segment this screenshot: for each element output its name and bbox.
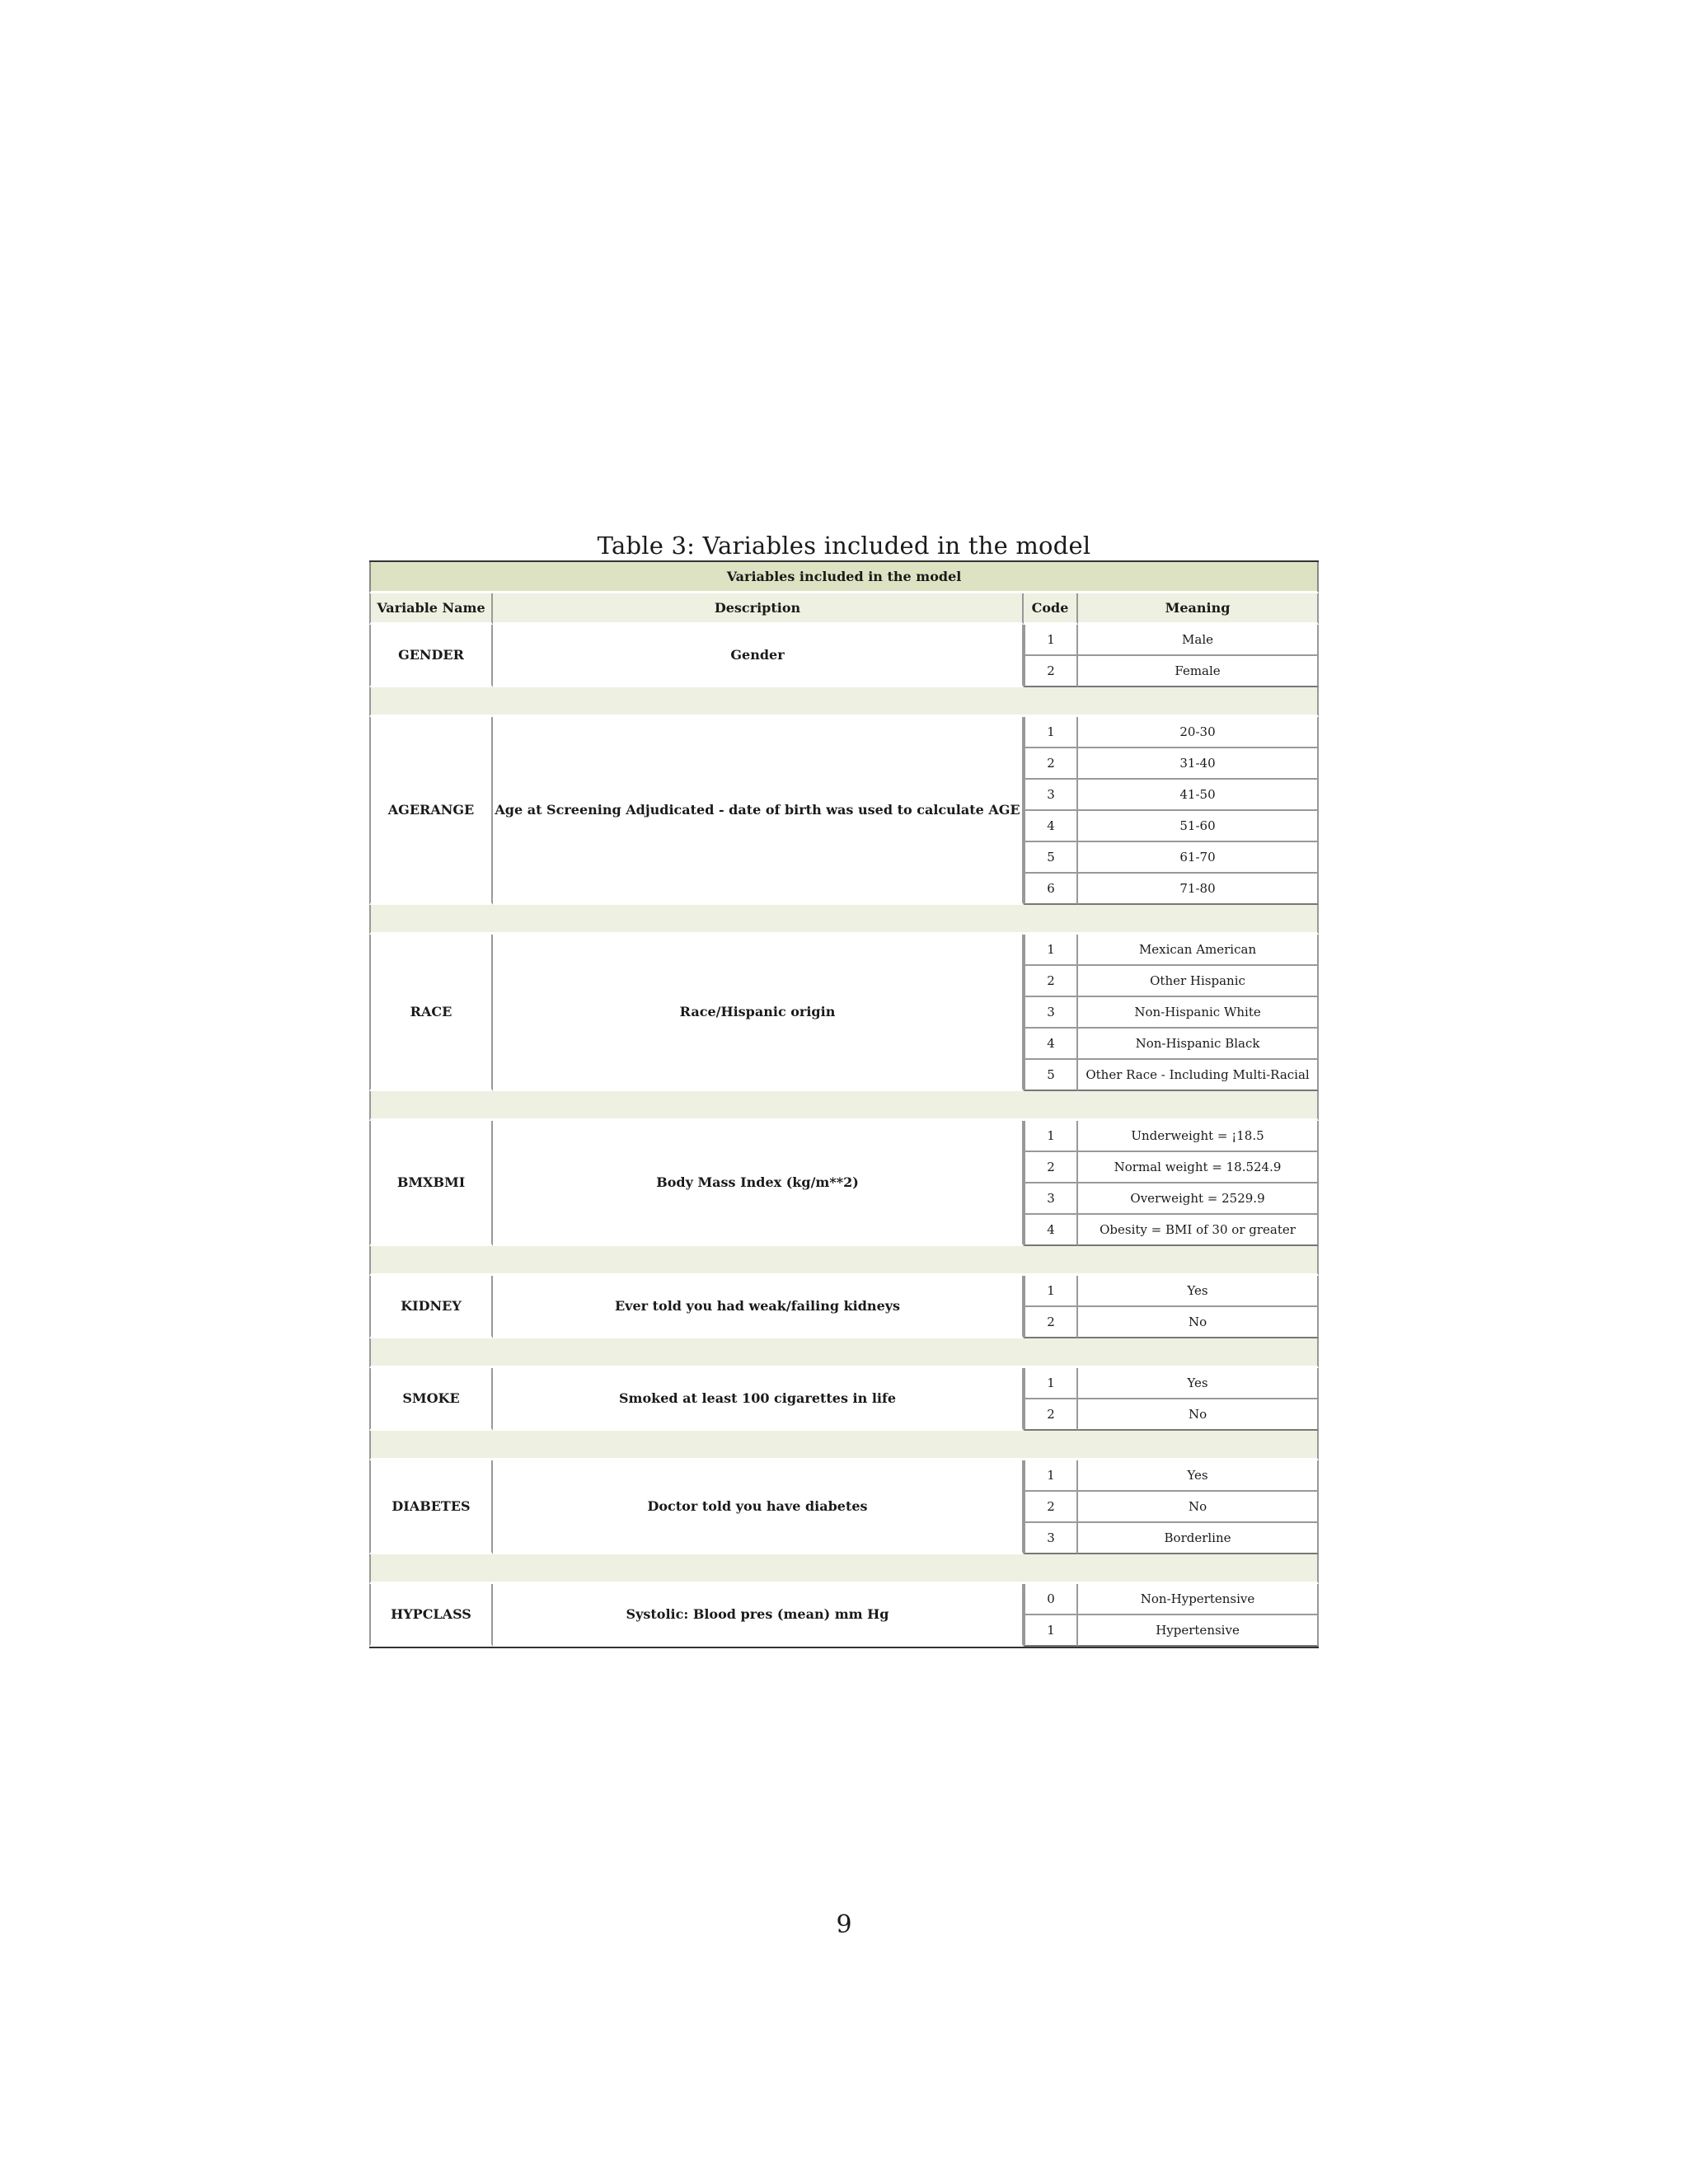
meaning-cell: Other Hispanic [1078,966,1319,997]
description-cell: Age at Screening Adjudicated - date of birth was used to calculate AGE [493,717,1024,905]
meaning-cell: Non-Hypertensive [1078,1584,1319,1615]
variable-name-cell: AGERANGE [369,717,493,905]
table-row [369,1121,1319,1152]
group-separator-row [369,1246,1319,1276]
meaning-cell: Overweight = 2529.9 [1078,1183,1319,1215]
meaning-cell: 51-60 [1078,811,1319,842]
header-meaning: Meaning [1078,593,1319,625]
code-cell: 1 [1024,717,1078,748]
description-cell: Systolic: Blood pres (mean) mm Hg [493,1584,1024,1647]
variable-name-cell: SMOKE [369,1368,493,1431]
variable-name-cell: RACE [369,935,493,1091]
code-cell: 3 [1024,1523,1078,1554]
meaning-cell: Yes [1078,1368,1319,1399]
table-row [369,935,1319,966]
description-cell: Doctor told you have diabetes [493,1460,1024,1554]
table-row [369,625,1319,656]
code-cell: 3 [1024,1183,1078,1215]
table-row [369,1276,1319,1307]
code-cell: 4 [1024,1215,1078,1246]
meaning-cell: Normal weight = 18.524.9 [1078,1152,1319,1183]
variables-table [369,562,1319,1647]
group-separator-row [369,1091,1319,1121]
code-cell: 2 [1024,1492,1078,1523]
meaning-cell: 61-70 [1078,842,1319,874]
group-separator [369,1431,1319,1460]
meaning-cell: Borderline [1078,1523,1319,1554]
code-cell: 2 [1024,748,1078,780]
variable-name-cell: BMXBMI [369,1121,493,1246]
description-cell: Race/Hispanic origin [493,935,1024,1091]
code-cell: 2 [1024,1152,1078,1183]
group-separator [369,687,1319,717]
meaning-cell: Underweight = ¡18.5 [1078,1121,1319,1152]
code-cell: 6 [1024,874,1078,905]
meaning-cell: Male [1078,625,1319,656]
group-separator [369,1338,1319,1368]
variable-name-cell: KIDNEY [369,1276,493,1338]
header-code: Code [1024,593,1078,625]
description-cell: Body Mass Index (kg/m**2) [493,1121,1024,1246]
header-variable-name: Variable Name [369,593,493,625]
bottom-rule [369,1647,1319,1648]
code-cell: 1 [1024,1368,1078,1399]
code-cell: 5 [1024,842,1078,874]
variable-name-cell: DIABETES [369,1460,493,1554]
meaning-cell: Obesity = BMI of 30 or greater [1078,1215,1319,1246]
meaning-cell: 31-40 [1078,748,1319,780]
meaning-cell: No [1078,1399,1319,1431]
table-title-row [369,562,1319,593]
code-cell: 2 [1024,966,1078,997]
variables-table-container [369,560,1319,1648]
meaning-cell: Non-Hispanic Black [1078,1029,1319,1060]
table-header-row [369,593,1319,625]
group-separator [369,905,1319,935]
code-cell: 4 [1024,1029,1078,1060]
code-cell: 1 [1024,935,1078,966]
meaning-cell: 20-30 [1078,717,1319,748]
description-cell: Gender [493,625,1024,687]
table-row [369,1584,1319,1615]
code-cell: 5 [1024,1060,1078,1091]
code-cell: 1 [1024,625,1078,656]
group-separator-row [369,1554,1319,1584]
code-cell: 1 [1024,1276,1078,1307]
code-cell: 2 [1024,1399,1078,1431]
table-caption: Table 3: Variables included in the model [597,532,1091,560]
variable-name-cell: HYPCLASS [369,1584,493,1647]
code-cell: 3 [1024,780,1078,811]
code-cell: 1 [1024,1121,1078,1152]
table-title: Variables included in the model [369,562,1319,593]
meaning-cell: Mexican American [1078,935,1319,966]
code-cell: 1 [1024,1615,1078,1647]
header-description: Description [493,593,1024,625]
page-number: 9 [836,1910,852,1939]
group-separator-row [369,1338,1319,1368]
code-cell: 1 [1024,1460,1078,1492]
meaning-cell: No [1078,1492,1319,1523]
meaning-cell: Yes [1078,1276,1319,1307]
description-cell: Smoked at least 100 cigarettes in life [493,1368,1024,1431]
group-separator-row [369,1431,1319,1460]
code-cell: 2 [1024,1307,1078,1338]
meaning-cell: 41-50 [1078,780,1319,811]
code-cell: 3 [1024,997,1078,1029]
group-separator [369,1554,1319,1584]
table-row [369,717,1319,748]
meaning-cell: Hypertensive [1078,1615,1319,1647]
code-cell: 4 [1024,811,1078,842]
table-row [369,1368,1319,1399]
code-cell: 0 [1024,1584,1078,1615]
meaning-cell: No [1078,1307,1319,1338]
meaning-cell: 71-80 [1078,874,1319,905]
group-separator [369,1091,1319,1121]
group-separator-row [369,905,1319,935]
group-separator-row [369,687,1319,717]
meaning-cell: Yes [1078,1460,1319,1492]
meaning-cell: Female [1078,656,1319,687]
meaning-cell: Other Race - Including Multi-Racial [1078,1060,1319,1091]
meaning-cell: Non-Hispanic White [1078,997,1319,1029]
group-separator [369,1246,1319,1276]
variable-name-cell: GENDER [369,625,493,687]
table-row [369,1460,1319,1492]
code-cell: 2 [1024,656,1078,687]
description-cell: Ever told you had weak/failing kidneys [493,1276,1024,1338]
